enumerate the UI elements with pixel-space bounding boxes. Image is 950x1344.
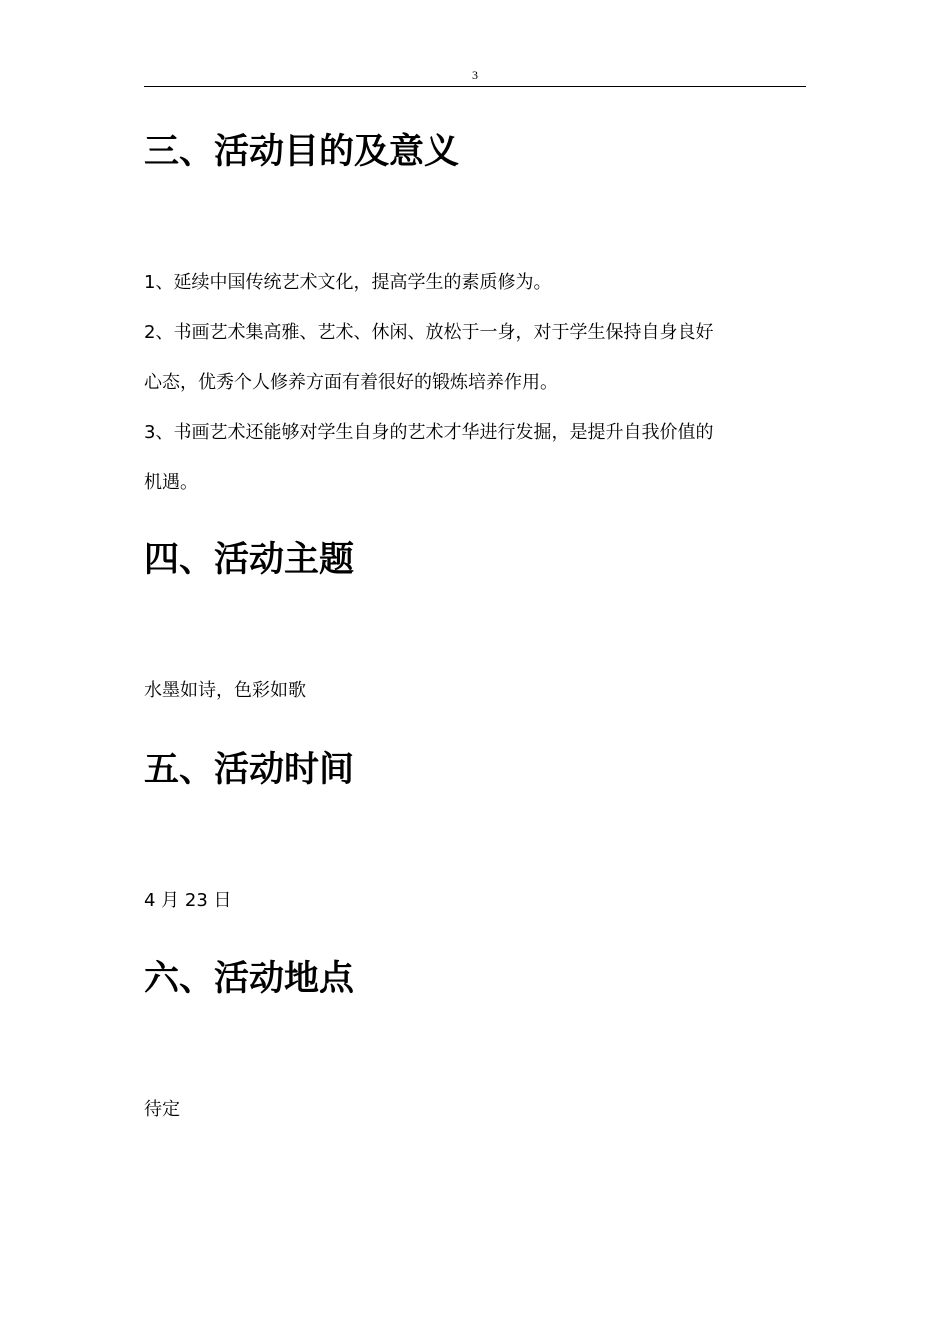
section-heading-purpose: 三、活动目的及意义 [144, 131, 460, 172]
section-heading-time: 五、活动时间 [144, 749, 355, 790]
purpose-line-1: 1、延续中国传统艺术文化，提高学生的素质修为。 [144, 272, 552, 293]
purpose-line-2: 2、书画艺术集高雅、艺术、休闲、放松于一身，对于学生保持自身良好 [144, 322, 714, 343]
time-text: 4 月 23 日 [144, 890, 232, 911]
purpose-line-5: 机遇。 [144, 472, 198, 493]
theme-text: 水墨如诗，色彩如歌 [144, 680, 306, 701]
purpose-line-3: 心态，优秀个人修养方面有着很好的锻炼培养作用。 [144, 372, 558, 393]
location-text: 待定 [144, 1099, 180, 1120]
page-number: 3 [472, 68, 478, 82]
header-rule [144, 86, 806, 87]
section-heading-theme: 四、活动主题 [144, 539, 355, 580]
section-heading-location: 六、活动地点 [144, 958, 355, 999]
purpose-line-4: 3、书画艺术还能够对学生自身的艺术才华进行发掘，是提升自我价值的 [144, 422, 714, 443]
